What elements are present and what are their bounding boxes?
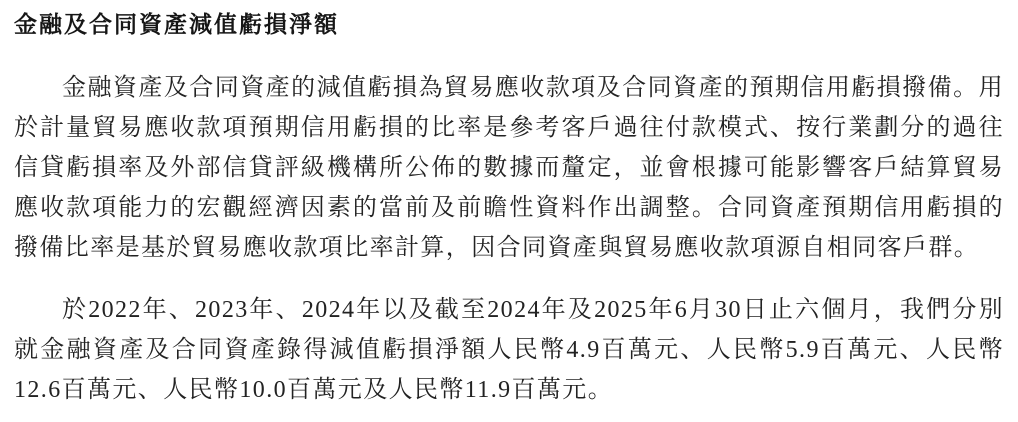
paragraph-impairment-figures: 於2022年、2023年、2024年以及截至2024年及2025年6月30日止六個月，我們分別就金融資產及合同資產錄得減值虧損淨額人民幣4.9百萬元、人民幣5.9百萬元、人民幣12.6百萬元、人民幣10.0百萬元及人民幣11.9百萬元。: [14, 297, 1004, 403]
section-heading: 金融及合同資產減值虧損淨額: [14, 12, 339, 37]
paragraph-impairment-policy: 金融資產及合同資產的減值虧損為貿易應收款項及合同資產的預期信用虧損撥備。用於計量貿易應收款項預期信用虧損的比率是參考客戶過往付款模式、按行業劃分的過往信貸虧損率及外部信貸評級機構所公佈的數據而釐定，並會根據可能影響客戶結算貿易應收款項能力的宏觀經濟因素的當前及前瞻性資料作出調整。合同資產預期信用虧損的撥備比率是基於貿易應收款項比率計算，因合同資產與貿易應收款項源自相同客戶群。: [14, 75, 1004, 261]
